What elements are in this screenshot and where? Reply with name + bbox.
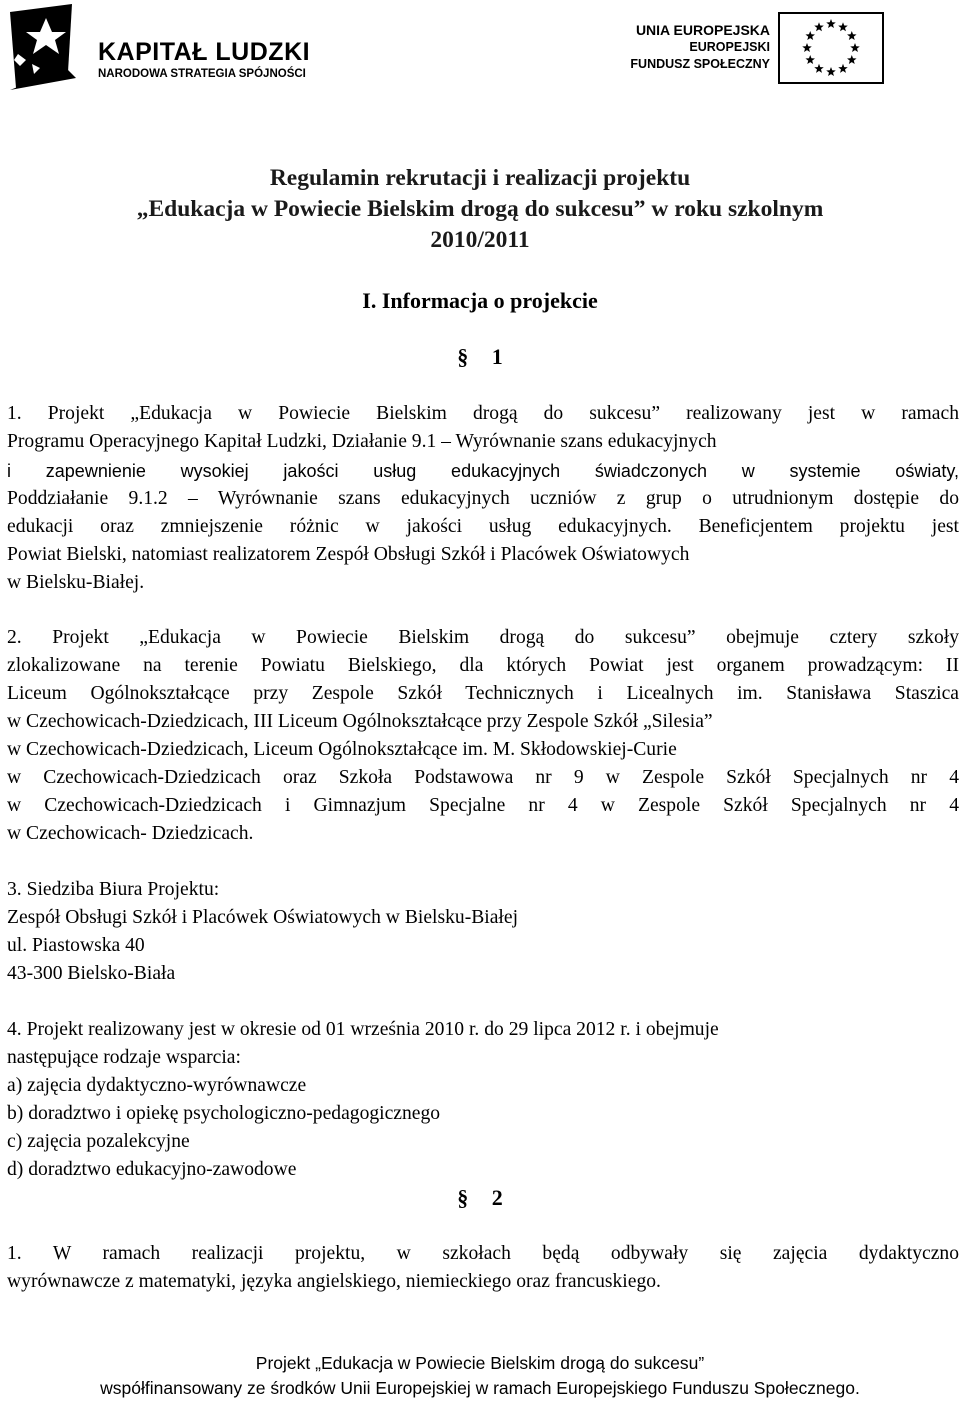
paragraph-heading: [0, 1185, 960, 1211]
paragraph-number: 1: [491, 344, 503, 369]
text-line: 43-300 Bielsko-Biała: [7, 963, 176, 984]
paragraph-sign: §: [457, 1185, 469, 1210]
text-line: a) zajęcia dydaktyczno-wyrównawcze: [7, 1075, 307, 1096]
text-line: 1. W ramach realizacji projektu, w szkołach będą odbywały się zajęcia dydaktyczno: [7, 1243, 959, 1264]
text-line: w Czechowicach-Dziedzicach, III Liceum Ogólnokształcące przy Zespole Szkół „Silesia”: [7, 711, 713, 732]
section-heading: I. Informacja o projekcie: [362, 288, 598, 313]
text-line: 3. Siedziba Biura Projektu:: [7, 879, 220, 900]
text-line: wyrównawcze z matematyki, języka angielskiego, niemieckiego oraz francuskiego.: [7, 1271, 661, 1292]
text-line: Liceum Ogólnokształcące przy Zespole Szkół Technicznych i Licealnych im. Stanisława Staszica: [7, 683, 959, 704]
text-line: następujące rodzaje wsparcia:: [7, 1047, 241, 1068]
text-line: Poddziałanie 9.1.2 – Wyrównanie szans edukacyjnych uczniów z grup o utrudnionym dostępie do: [7, 488, 959, 509]
paragraph-heading: [0, 344, 960, 370]
title-line: Regulamin rekrutacji i realizacji projektu: [269, 165, 691, 191]
text-line: w Bielsku-Białej.: [7, 572, 145, 593]
eu-flag-icon: [778, 12, 884, 84]
page-footer: [0, 1351, 960, 1401]
text-line: Zespół Obsługi Szkół i Placówek Oświatowych w Bielsku-Białej: [7, 907, 519, 928]
text-line: d) doradztwo edukacyjno-zawodowe: [7, 1159, 297, 1180]
text-line: b) doradztwo i opiekę psychologiczno-pedagogicznego: [7, 1103, 441, 1124]
text-line: Powiat Bielski, natomiast realizatorem Zespół Obsługi Szkół i Placówek Oświatowych: [7, 544, 690, 565]
paragraph-number: 2: [491, 1185, 503, 1210]
eu-fund-label-2: FUNDUSZ SPOŁECZNY: [630, 57, 770, 71]
text-line: i zapewnienie wysokiej jakości usług edukacyjnych świadczonych w systemie oświaty,: [7, 461, 959, 481]
text-line: ul. Piastowska 40: [7, 935, 145, 956]
eu-logo: [610, 10, 890, 86]
text-line: 1. Projekt „Edukacja w Powiecie Bielskim drogą do sukcesu” realizowany jest w ramach: [7, 403, 959, 424]
eu-fund-label-1: EUROPEJSKI: [689, 40, 770, 54]
text-line: edukacji oraz zmniejszenie różnic w jakości usług edukacyjnych. Beneficjentem projektu jest: [7, 516, 959, 537]
text-line: Programu Operacyjnego Kapitał Ludzki, Działanie 9.1 – Wyrównanie szans edukacyjnych: [7, 431, 717, 452]
text-line: zlokalizowane na terenie Powiatu Bielskiego, dla których Powiat jest organem prowadzącym: II: [7, 655, 959, 676]
eu-union-label: UNIA EUROPEJSKA: [635, 22, 770, 38]
text-line: 4. Projekt realizowany jest w okresie od 01 września 2010 r. do 29 lipca 2012 r. i obejmuje: [7, 1019, 719, 1040]
text-line: 2. Projekt „Edukacja w Powiecie Bielskim drogą do sukcesu” obejmuje cztery szkoły: [7, 627, 959, 648]
title-line: „Edukacja w Powiecie Bielskim drogą do sukcesu” w roku szkolnym: [136, 196, 824, 222]
footer-line: Projekt „Edukacja w Powiecie Bielskim drogą do sukcesu”: [255, 1353, 705, 1373]
footer-line: współfinansowany ze środków Unii Europejskiej w ramach Europejskiego Funduszu Społecznego.: [100, 1378, 860, 1398]
text-line: w Czechowicach-Dziedzicach i Gimnazjum Specjalne nr 4 w Zespole Szkół Specjalnych nr 4: [7, 795, 959, 816]
page-header: [0, 0, 960, 100]
brand-subtitle: NARODOWA STRATEGIA SPÓJNOŚCI: [98, 68, 306, 80]
kapital-ludzki-logo: [6, 2, 326, 94]
paragraph-sign: §: [457, 344, 469, 369]
document-title: [0, 163, 960, 256]
kapital-ludzki-emblem-icon: [6, 2, 94, 94]
brand-title: KAPITAŁ LUDZKI: [98, 38, 311, 66]
text-line: w Czechowicach-Dziedzicach, Liceum Ogólnokształcące im. M. Skłodowskiej-Curie: [7, 739, 677, 760]
text-line: c) zajęcia pozalekcyjne: [7, 1131, 190, 1152]
eu-logo-text: [630, 22, 770, 73]
text-line: w Czechowicach-Dziedzicach oraz Szkoła Podstawowa nr 9 w Zespole Szkół Specjalnych nr 4: [7, 767, 959, 788]
title-line: 2010/2011: [430, 227, 530, 253]
text-line: w Czechowicach- Dziedzicach.: [7, 823, 254, 844]
